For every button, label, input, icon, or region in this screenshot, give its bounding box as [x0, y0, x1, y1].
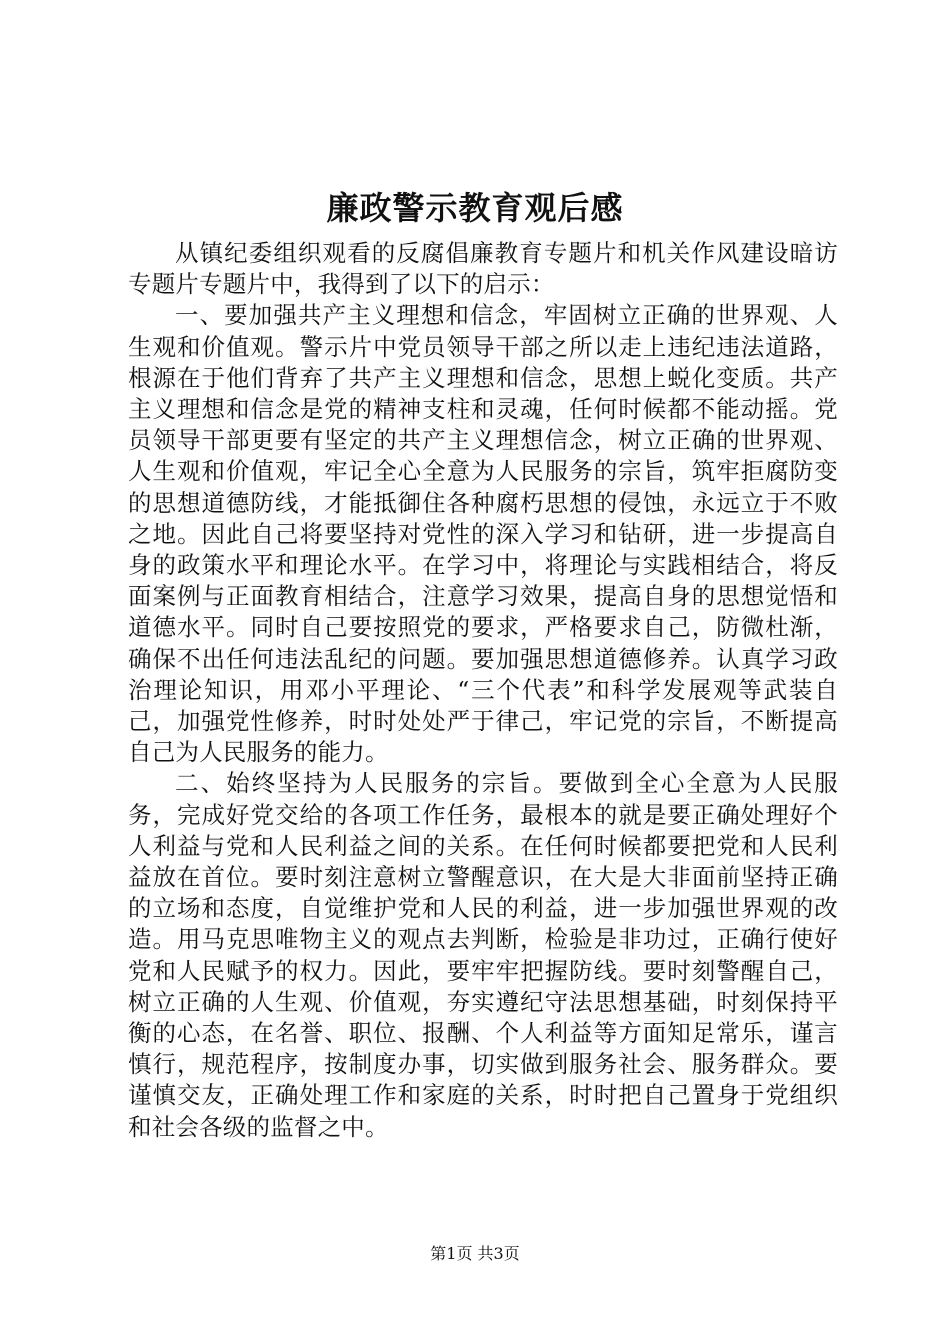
document-body [128, 238, 838, 1143]
document-title: 廉政警示教育观后感 [326, 189, 624, 227]
page-number-footer: 第1页 共3页 [430, 1244, 520, 1263]
paragraph-intro: 从镇纪委组织观看的反腐倡廉教育专题片和机关作风建设暗访专题片专题片中，我得到了以下的启示： [128, 239, 838, 299]
paragraph-section-one: 一、要加强共产主义理想和信念，牢固树立正确的世界观、人生观和价值观。警示片中党员领导干部之所以走上违纪违法道路，根源在于他们背弃了共产主义理想和信念，思想上蜕化变质。共产主义理想和信念是党的精神支柱和灵魂，任何时候都不能动摇。党员领导干部更要有坚定的共产主义理想信念，树立正确的世界观、人生观和价值观，牢记全心全意为人民服务的宗旨，筑牢拒腐防变的思想道德防线，才能抵御住各种腐朽思想的侵蚀，永远立于不败之地。因此自己将要坚持对党性的深入学习和钻研，进一步提高自身的政策水平和理论水平。在学习中，将理论与实践相结合，将反面案例与正面教育相结合，注意学习效果，提高自身的思想觉悟和道德水平。同时自己要按照党的要求，严格要求自己，防微杜渐，确保不出任何违法乱纪的问题。要加强思想道德修养。认真学习政治理论知识，用邓小平理论、“三个代表”和科学发展观等武装自己，加强党性修养，时时处处严于律己，牢记党的宗旨，不断提高自己为人民服务的能力。 [128, 301, 838, 767]
paragraph-section-two: 二、始终坚持为人民服务的宗旨。要做到全心全意为人民服务，完成好党交给的各项工作任务，最根本的就是要正确处理好个人利益与党和人民利益之间的关系。在任何时候都要把党和人民利益放在首位。要时刻注意树立警醒意识，在大是大非面前坚持正确的立场和态度，自觉维护党和人民的利益，进一步加强世界观的改造。用马克思唯物主义的观点去判断，检验是非功过，正确行使好党和人民赋予的权力。因此，要牢牢把握防线。要时刻警醒自己，树立正确的人生观、价值观，夯实遵纪守法思想基础，时刻保持平衡的心态，在名誉、职位、报酬、个人利益等方面知足常乐，谨言慎行，规范程序，按制度办事，切实做到服务社会、服务群众。要谨慎交友，正确处理工作和家庭的关系，时时把自己置身于党组织和社会各级的监督之中。 [128, 769, 838, 1141]
